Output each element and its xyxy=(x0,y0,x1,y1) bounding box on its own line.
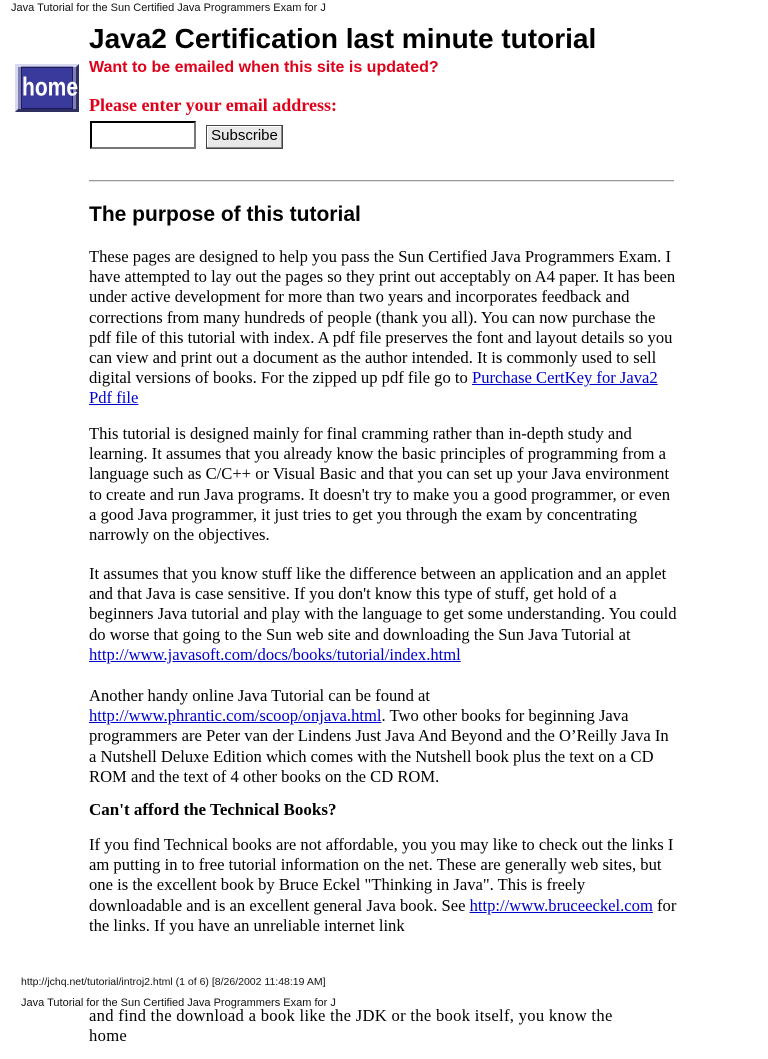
paragraph-text: If you find Technical books are not affordable, you you may like to check out the links I am putting in to free tutorial information on the net. These are generally web sites, but one is the excellent book by Bruce Eckel "Thinking in Java". This is freely downloadable and is an excellent general Java book. See xyxy=(89,835,674,915)
paragraph-cramming xyxy=(89,424,679,545)
home-button[interactable] xyxy=(15,64,79,112)
paragraph-free-books xyxy=(89,835,679,936)
paragraph-text: for the links. If you have an unreliable internet link xyxy=(89,895,677,935)
paragraph-text: It assumes that you know stuff like the difference between an application and an applet and that Java is case sensitive. If you don't know this type of stuff, get hold of a beginners Java tutorial and play with the language to get some understanding. You could do worse that going to the Sun web site and downloading the Sun Java Tutorial at xyxy=(89,564,677,644)
home-button-label: home xyxy=(21,67,73,110)
paragraph-text: Another handy online Java Tutorial can be found at xyxy=(89,686,431,705)
bruceeckel-link[interactable]: http://www.bruceeckel.com xyxy=(469,895,653,915)
purchase-pdf-link[interactable]: Purchase CertKey for Java2 Pdf file xyxy=(89,368,658,408)
cutoff-text: and find the download a book like the JDK or the book itself, you know the home xyxy=(89,1006,613,1045)
javasoft-tutorial-link[interactable]: http://www.javasoft.com/docs/books/tutorial/index.html xyxy=(89,644,461,664)
paragraph-other-tutorials xyxy=(89,686,679,787)
page-title: Java2 Certification last minute tutorial xyxy=(89,23,597,54)
print-footer: http://jchq.net/tutorial/introj2.html (1 of 6) [8/26/2002 11:48:19 AM] xyxy=(21,976,326,988)
paragraph-assumptions xyxy=(89,564,679,665)
cutoff-text-line xyxy=(89,1006,649,1045)
paragraph-text: This tutorial is designed mainly for final cramming rather than in-depth study and learning. It assumes that you already know the basic principles of programming from a language such as C/C++ or Visual Basic and that you can set up your Java environment to create and run Java programs. It doesn't try to make you a good programmer, or even a good Java programmer, it just tries to get you through the exam by concentrating narrowly on the objectives. xyxy=(89,424,671,545)
paragraph-text: These pages are designed to help you pass the Sun Certified Java Programmers Exam. I have attempted to lay out the pages so they print out acceptably on A4 paper. It has been under active development for more than two years and incorporates feedback and corrections from many hundreds of people (thank you all). You can now purchase the pdf file of this tutorial with index. A pdf file preserves the font and layout details so you can view and print out a document as the author intended. It is commonly used to sell digital versions of books. For the zipped up pdf file go to xyxy=(89,247,676,388)
paragraph-text: . Two other books for beginning Java programmers are Peter van der Lindens Just Java And Beyond and the O’Reilly Java In a Nutshell Deluxe Edition which comes with the Nutshell book plus the text on a CD ROM and the text of 4 other books on the CD ROM. xyxy=(89,706,669,786)
phrantic-link[interactable]: http://www.phrantic.com/scoop/onjava.html xyxy=(89,706,382,726)
email-label: Please enter your email address: xyxy=(89,95,337,115)
subscribe-button[interactable]: Subscribe xyxy=(206,125,283,149)
print-header: Java Tutorial for the Sun Certified Java Programmers Exam for J xyxy=(11,2,326,14)
section-heading: The purpose of this tutorial xyxy=(89,203,361,226)
email-input[interactable] xyxy=(90,121,196,149)
subheading-books: Can't afford the Technical Books? xyxy=(89,800,337,819)
paragraph-purpose xyxy=(89,247,679,409)
horizontal-rule xyxy=(89,180,674,182)
next-page-header: Java Tutorial for the Sun Certified Java Programmers Exam for J xyxy=(21,997,336,1009)
email-prompt: Want to be emailed when this site is updated? xyxy=(89,59,439,76)
